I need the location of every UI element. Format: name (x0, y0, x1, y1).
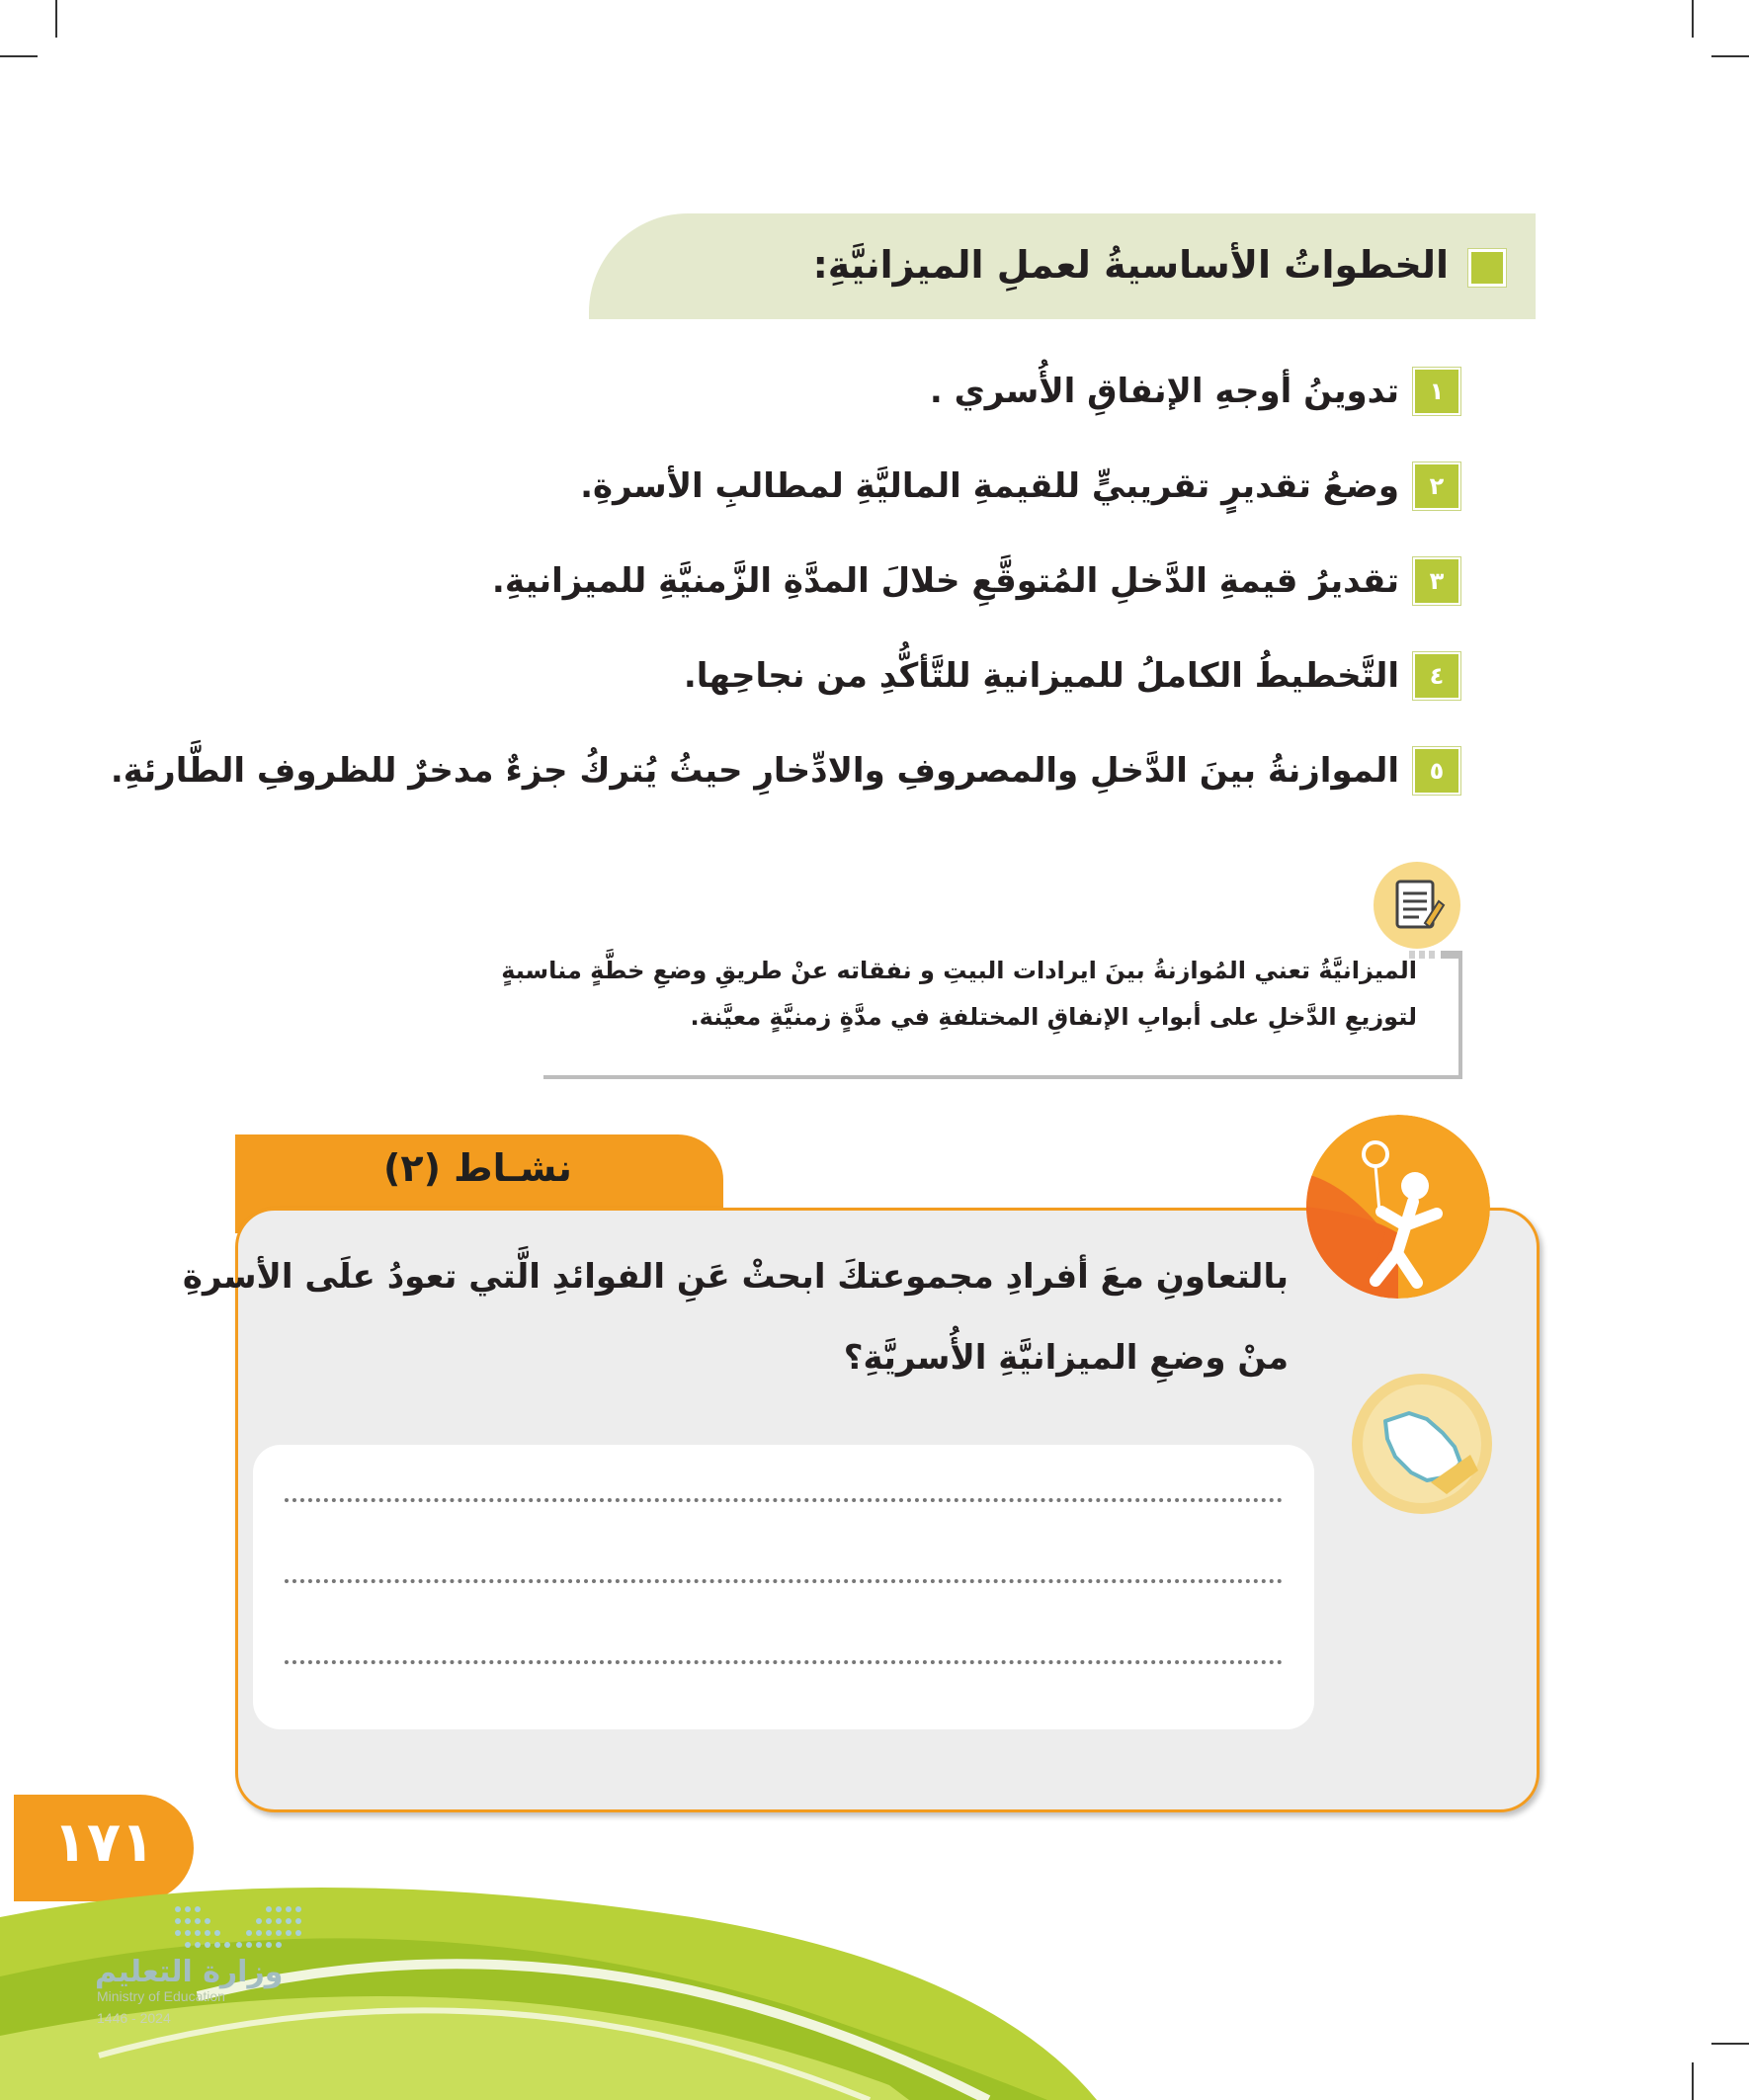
activity-question: منْ وضعِ الميزانيَّةِ الأُسريَّةِ؟ (843, 1338, 1289, 1378)
activity-title: نشـاط (٢) (383, 1146, 572, 1190)
note-line: لتوزيعِ الدَّخلِ على أبوابِ الإنفاقِ المختلفةِ في مدَّةٍ زمنيَّةٍ معيَّنة. (690, 1003, 1417, 1031)
edition-year: 2024 - 1446 (97, 2010, 171, 2026)
definition-note (501, 957, 1462, 1079)
activity-question: بالتعاونِ معَ أفرادِ مجموعتكَ ابحثْ عَنِ الفوائدِ الَّتي تعودُ علَى الأسرةِ (182, 1257, 1289, 1297)
activity-child-icon (1306, 1115, 1490, 1299)
answer-line[interactable] (285, 1498, 1283, 1502)
answer-line[interactable] (285, 1579, 1283, 1583)
answer-area[interactable] (253, 1445, 1314, 1729)
step-number: ٢ (1413, 462, 1460, 510)
step-item (684, 646, 1460, 706)
ministry-name-ar: وزارة التعليم (95, 1955, 284, 1989)
logo-dots-icon (95, 1901, 332, 1953)
step-item (111, 741, 1460, 800)
crop-mark (1692, 0, 1694, 38)
step-text: وضعُ تقديرٍ تقريبيٍّ للقيمةِ الماليَّةِ لمطالبِ الأسرةِ. (580, 466, 1399, 506)
step-item (580, 457, 1460, 516)
step-number: ١ (1413, 368, 1460, 415)
section-square-icon (1468, 249, 1506, 287)
note-line: الميزانيَّةُ تعني المُوازنةُ بينَ ايرادات البيتِ و نفقاته عنْ طريقِ وضعِ خطَّةٍ مناسبةٍ (501, 957, 1417, 984)
crop-mark (0, 55, 38, 57)
step-text: تدوينُ أوجهِ الإنفاقِ الأُسري . (929, 372, 1399, 411)
ministry-logo (95, 1901, 332, 2040)
section-title: الخطواتُ الأساسيةُ لعملِ الميزانيَّةِ: (812, 243, 1449, 287)
step-text: الموازنةُ بينَ الدَّخلِ والمصروفِ والادِّخارِ حيثُ يُتركُ جزءٌ مدخرٌ للظروفِ الطَّارئةِ. (110, 751, 1399, 791)
page-number: ١٧١ (52, 1810, 155, 1875)
saudi-map-icon (1352, 1374, 1492, 1514)
ministry-name-en: Ministry of Education (97, 1988, 225, 2004)
step-text: التَّخطيطُ الكاملُ للميزانيةِ للتَّأكُّدِ من نجاحِها. (683, 656, 1399, 696)
step-number: ٣ (1413, 557, 1460, 605)
step-text: تقديرُ قيمةِ الدَّخلِ المُتوقَّعِ خلالَ المدَّةِ الزَّمنيَّةِ للميزانيةِ. (491, 561, 1399, 601)
crop-mark (1711, 55, 1749, 57)
notepad-icon (1374, 862, 1460, 949)
step-item (930, 362, 1460, 421)
step-number: ٤ (1413, 652, 1460, 700)
crop-mark (55, 0, 57, 38)
section-header (589, 213, 1536, 319)
step-item (492, 551, 1460, 611)
answer-line[interactable] (285, 1660, 1283, 1664)
step-number: ٥ (1413, 747, 1460, 795)
